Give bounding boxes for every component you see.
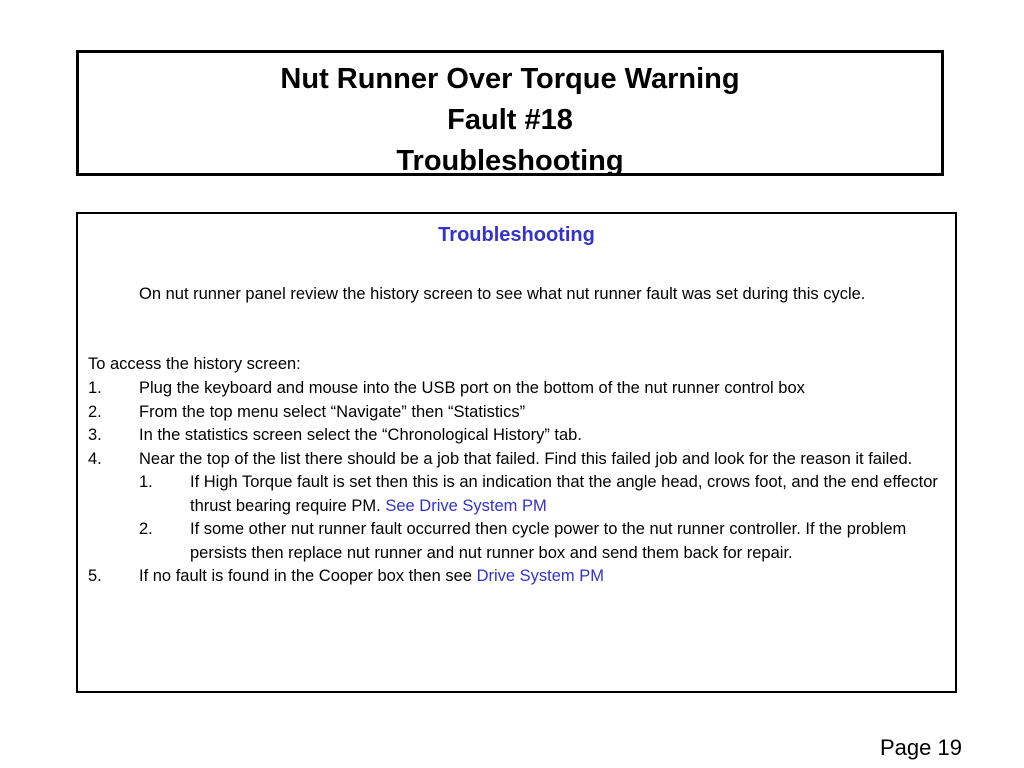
access-heading: To access the history screen:	[88, 355, 301, 373]
step-text-container	[139, 565, 948, 589]
see-drive-system-pm-link[interactable]: See Drive System PM	[385, 496, 547, 515]
drive-system-pm-link[interactable]: Drive System PM	[476, 567, 604, 585]
step-number: 1.	[88, 379, 102, 397]
intro-paragraph: On nut runner panel review the history screen to see what nut runner fault was set during this cycle.	[139, 285, 866, 303]
step-text: In the statistics screen select the “Chronological History” tab.	[139, 426, 582, 444]
substep-text: If High Torque fault is set then this is an indication that the angle head, crows foot, and the end effector thrust bearing require PM.	[190, 473, 938, 515]
section-heading: Troubleshooting	[438, 224, 595, 246]
step-number: 5.	[88, 567, 102, 585]
title-line-2: Fault #18	[447, 104, 573, 136]
substep-item	[139, 518, 948, 565]
step-item	[88, 424, 948, 448]
step-number: 3.	[88, 426, 102, 444]
step-text: From the top menu select “Navigate” then “Statistics”	[139, 402, 526, 421]
step-number: 4.	[88, 449, 102, 468]
step-number: 2.	[88, 402, 102, 421]
step-item	[88, 448, 948, 472]
step-text: If no fault is found in the Cooper box then see	[139, 567, 477, 585]
page-number: Page 19	[880, 735, 962, 760]
substep-number: 1.	[139, 473, 153, 491]
steps-list	[88, 377, 948, 589]
step-text: Plug the keyboard and mouse into the USB port on the bottom of the nut runner control box	[139, 379, 805, 397]
substeps-list	[139, 471, 948, 565]
step-item	[88, 565, 948, 589]
step-text: Near the top of the list there should be a job that failed. Find this failed job and look for the reason it failed.	[139, 449, 913, 468]
title-box	[76, 50, 944, 176]
title-line-1: Nut Runner Over Torque Warning	[280, 63, 740, 95]
step-item	[88, 377, 948, 401]
substep-number: 2.	[139, 520, 153, 538]
step-item	[88, 401, 948, 425]
content-box	[76, 212, 957, 693]
substep-text: If some other nut runner fault occurred then cycle power to the nut runner controller. If the problem persists then replace nut runner and nut runner box and send them back for repair.	[190, 520, 907, 562]
substep-item	[139, 471, 948, 518]
substep-text-container	[190, 471, 948, 518]
title-line-3: Troubleshooting	[396, 145, 624, 177]
